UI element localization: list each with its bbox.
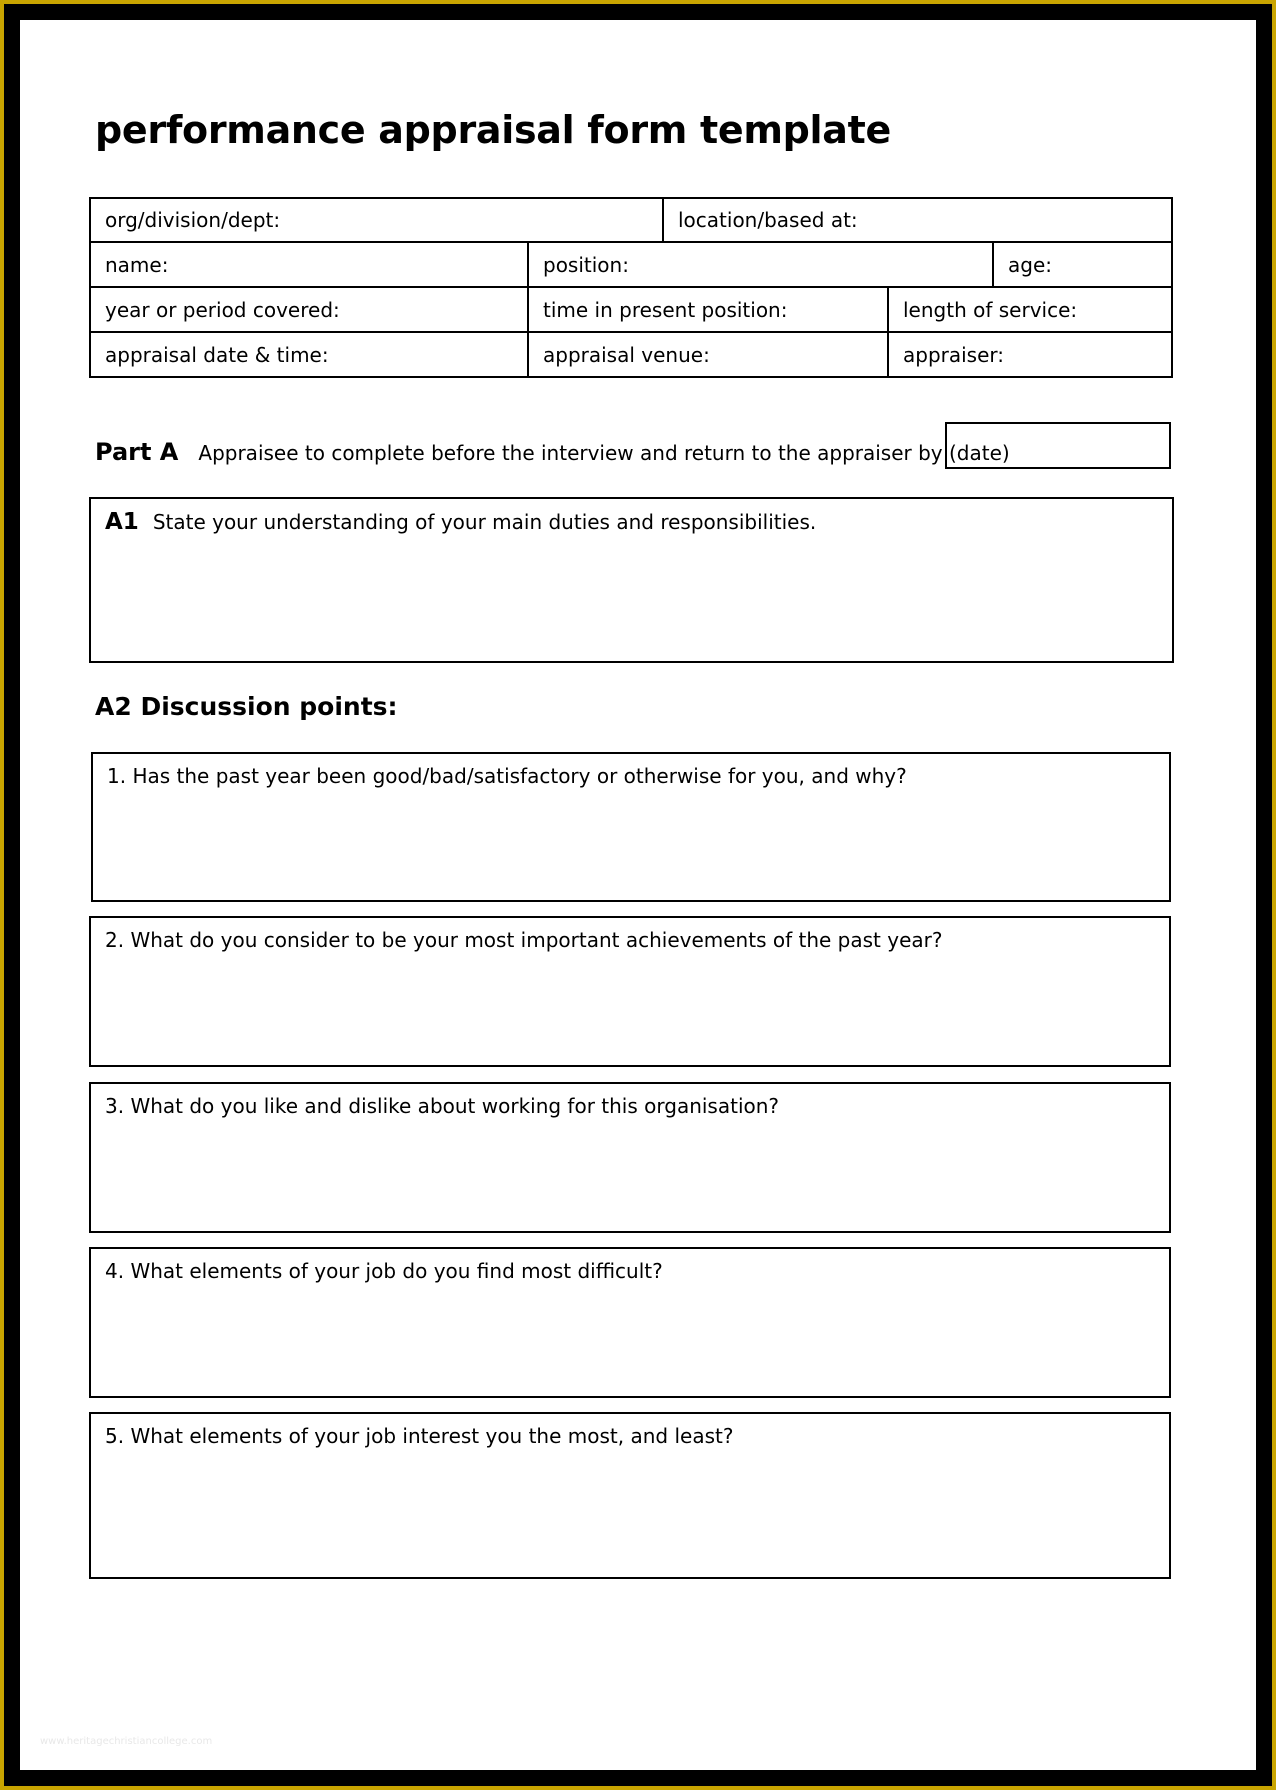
position-field[interactable] xyxy=(527,241,994,288)
appraisal-venue-field[interactable] xyxy=(527,331,889,378)
part-a-text: Appraisee to complete before the interview and return to the appraiser by (date) xyxy=(198,441,1010,465)
age-field[interactable] xyxy=(992,241,1173,288)
field-label: length of service: xyxy=(903,297,1078,322)
field-label: time in present position: xyxy=(543,297,788,322)
location-field[interactable] xyxy=(662,197,1173,243)
question-2-answer-box[interactable] xyxy=(89,916,1171,1067)
appraiser-field[interactable] xyxy=(887,331,1173,378)
field-label: position: xyxy=(543,252,629,277)
question-1-text: 1. Has the past year been good/bad/satisfactory or otherwise for you, and why? xyxy=(107,764,907,788)
field-label: appraisal venue: xyxy=(543,342,710,367)
field-label: location/based at: xyxy=(678,208,858,232)
question-5-answer-box[interactable] xyxy=(89,1412,1171,1579)
appraisal-date-time-field[interactable] xyxy=(89,331,529,378)
question-2-text: 2. What do you consider to be your most important achievements of the past year? xyxy=(105,928,943,952)
question-3-answer-box[interactable] xyxy=(89,1082,1171,1233)
field-label: org/division/dept: xyxy=(105,208,281,232)
watermark: www.heritagechristiancollege.com xyxy=(40,1736,213,1747)
field-label: year or period covered: xyxy=(105,297,340,322)
length-of-service-field[interactable] xyxy=(887,286,1173,333)
field-label: appraisal date & time: xyxy=(105,342,329,367)
question-3-text: 3. What do you like and dislike about working for this organisation? xyxy=(105,1094,780,1118)
page-title: performance appraisal form template xyxy=(95,108,891,152)
org-division-dept-field[interactable] xyxy=(89,197,664,243)
return-date-input[interactable] xyxy=(945,422,1171,469)
name-field[interactable] xyxy=(89,241,529,288)
period-covered-field[interactable] xyxy=(89,286,529,333)
field-label: appraiser: xyxy=(903,342,1005,367)
a1-text: State your understanding of your main duties and responsibilities. xyxy=(152,510,817,534)
field-label: name: xyxy=(105,252,169,277)
a1-label: A1 xyxy=(105,509,139,535)
a1-prompt xyxy=(105,509,816,535)
a1-answer-box[interactable] xyxy=(89,497,1174,663)
part-a-instruction xyxy=(95,438,1010,466)
question-1-answer-box[interactable] xyxy=(91,752,1171,902)
a2-heading: A2 Discussion points: xyxy=(95,692,398,721)
question-4-text: 4. What elements of your job do you find most difficult? xyxy=(105,1259,663,1283)
field-label: age: xyxy=(1008,252,1052,277)
time-in-position-field[interactable] xyxy=(527,286,889,333)
question-5-text: 5. What elements of your job interest you the most, and least? xyxy=(105,1424,734,1448)
part-a-label: Part A xyxy=(95,438,179,466)
question-4-answer-box[interactable] xyxy=(89,1247,1171,1398)
